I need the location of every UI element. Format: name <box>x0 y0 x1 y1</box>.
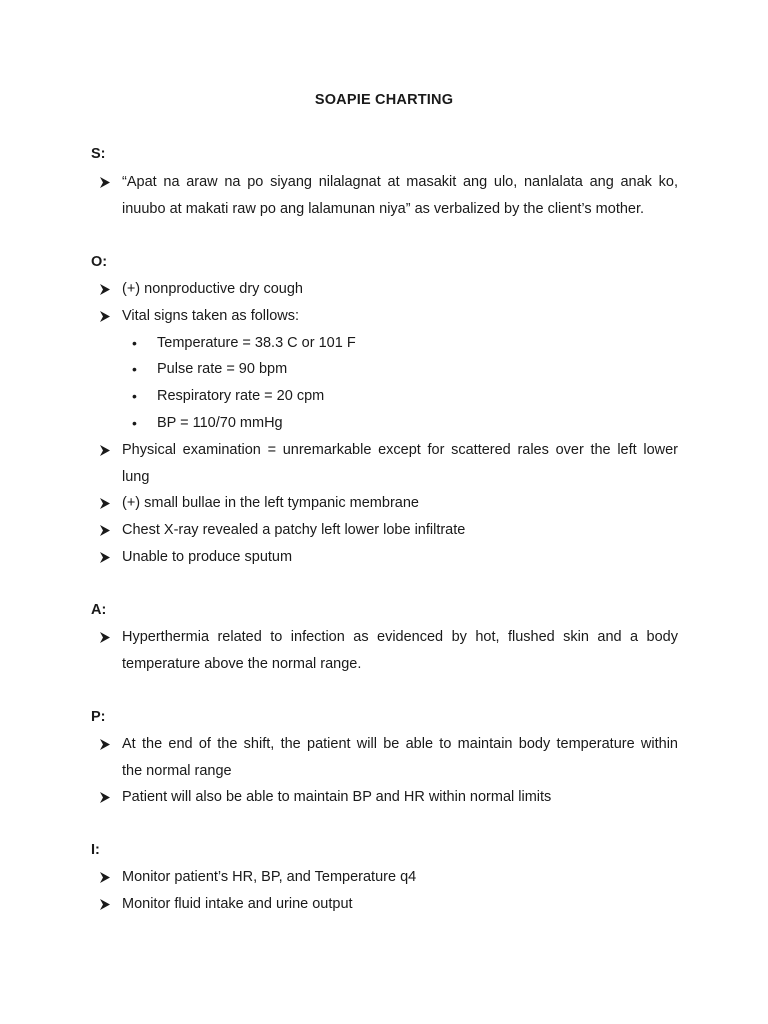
list-item <box>100 864 678 891</box>
round-bullet-icon: • <box>132 361 137 377</box>
list-item-text: (+) nonproductive dry cough <box>122 281 303 297</box>
list-item-text: (+) small bullae in the left tympanic membrane <box>122 495 419 511</box>
list-item-text: Vital signs taken as follows: <box>122 308 300 324</box>
list-item <box>100 303 678 330</box>
list-item-text: Monitor patient’s HR, BP, and Temperature q4 <box>122 869 417 885</box>
arrowhead-bullet-icon <box>100 177 110 188</box>
vital-sign-item <box>132 383 324 410</box>
arrowhead-bullet-icon <box>100 445 110 456</box>
vital-sign-text: Respiratory rate = 20 cpm <box>157 388 325 404</box>
round-bullet-icon: • <box>132 335 137 351</box>
vital-sign-item <box>132 356 287 383</box>
arrowhead-bullet-icon <box>100 632 110 643</box>
arrowhead-bullet-icon <box>100 739 110 750</box>
arrowhead-bullet-icon <box>100 552 110 563</box>
arrowhead-bullet-icon <box>100 284 110 295</box>
section-heading-a: A: <box>91 602 107 618</box>
list-item <box>100 544 678 571</box>
list-item-text: “Apat na araw na po siyang nilalagnat at masakit ang ulo, nanlalata ang anak ko, <box>122 174 678 190</box>
vital-sign-item <box>132 410 283 437</box>
arrowhead-bullet-icon <box>100 525 110 536</box>
arrowhead-bullet-icon <box>100 872 110 883</box>
vital-sign-item <box>132 330 356 357</box>
list-item-text-continued: the normal range <box>122 763 232 779</box>
list-item-text: Physical examination = unremarkable except for scattered rales over the left lower <box>122 442 678 458</box>
list-item-text: Unable to produce sputum <box>122 549 293 565</box>
list-item <box>100 624 678 678</box>
list-item-text-continued: lung <box>122 469 150 485</box>
vital-sign-text: Pulse rate = 90 bpm <box>157 361 288 377</box>
list-item <box>100 891 678 918</box>
arrowhead-bullet-icon <box>100 311 110 322</box>
list-item <box>100 490 678 517</box>
list-item-text: At the end of the shift, the patient will be able to maintain body temperature within <box>122 736 678 752</box>
vital-sign-text: Temperature = 38.3 C or 101 F <box>157 335 356 351</box>
round-bullet-icon: • <box>132 415 137 431</box>
section-heading-o: O: <box>91 254 108 270</box>
list-item-text: Hyperthermia related to infection as evidenced by hot, flushed skin and a body <box>122 629 678 645</box>
list-item <box>100 169 678 223</box>
list-item-text-continued: inuubo at makati raw po ang lalamunan niya” as verbalized by the client’s mother. <box>122 201 645 217</box>
list-item <box>100 517 678 544</box>
list-item-text: Monitor fluid intake and urine output <box>122 896 353 912</box>
arrowhead-bullet-icon <box>100 792 110 803</box>
list-item <box>100 731 678 785</box>
list-item-text-continued: temperature above the normal range. <box>122 656 362 672</box>
vital-sign-text: BP = 110/70 mmHg <box>157 415 283 431</box>
list-item <box>100 276 678 303</box>
document-title: SOAPIE CHARTING <box>314 92 454 108</box>
list-item-text: Chest X-ray revealed a patchy left lower lobe infiltrate <box>122 522 466 538</box>
section-heading-s: S: <box>91 146 106 162</box>
arrowhead-bullet-icon <box>100 899 110 910</box>
round-bullet-icon: • <box>132 388 137 404</box>
section-heading-p: P: <box>91 709 106 725</box>
section-heading-i: I: <box>91 842 100 858</box>
list-item <box>100 437 678 491</box>
arrowhead-bullet-icon <box>100 498 110 509</box>
list-item-text: Patient will also be able to maintain BP and HR within normal limits <box>122 789 552 805</box>
list-item <box>100 784 678 811</box>
